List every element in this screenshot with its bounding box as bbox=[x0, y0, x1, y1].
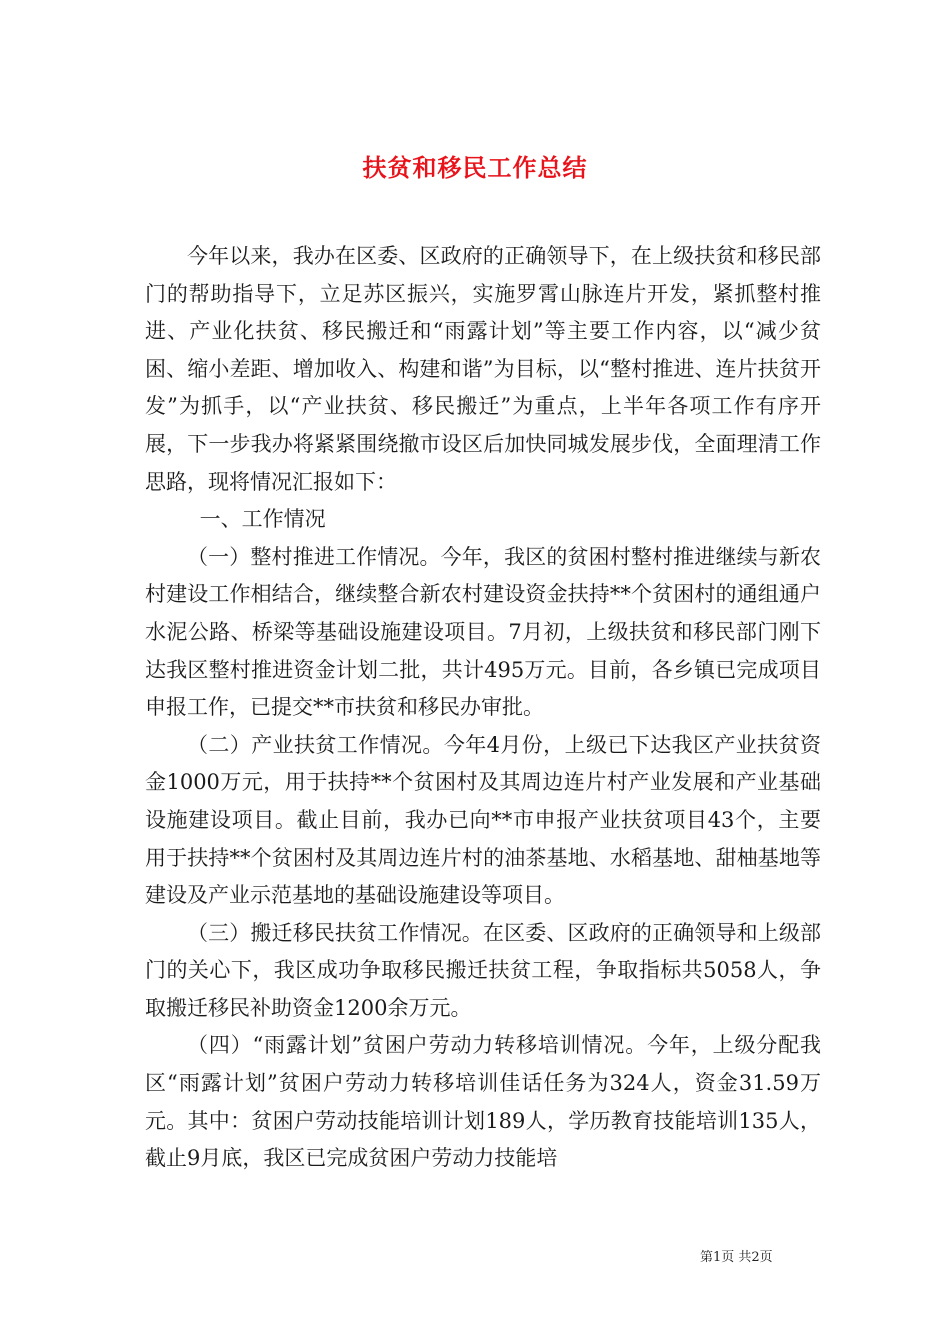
paragraph-relocation-poverty-relief: （三）搬迁移民扶贫工作情况。在区委、区政府的正确领导和上级部门的关心下，我区成功争取移民搬迁扶贫工程，争取指标共5058人，争取搬迁移民补助资金1200余万元。 bbox=[145, 920, 821, 1020]
page-indicator: 第1页 共2页 bbox=[700, 1250, 773, 1265]
paragraph-industry-poverty-relief: （二）产业扶贫工作情况。今年4月份，上级已下达我区产业扶贫资金1000万元，用于扶持**个贫困村及其周边连片村产业发展和产业基础设施建设项目。截止目前，我办已向**市申报产业扶贫项目43个，主要用于扶持**个贫困村及其周边连片村的油茶基地、水稻基地、甜柚基地等建设及产业示范基地的基础设施建设等项目。 bbox=[145, 732, 821, 908]
intro-paragraph: 今年以来，我办在区委、区政府的正确领导下，在上级扶贫和移民部门的帮助指导下，立足苏区振兴，实施罗霄山脉连片开发，紧抓整村推进、产业化扶贫、移民搬迁和“雨露计划”等主要工作内容，以“减少贫困、缩小差距、增加收入、构建和谐”为目标，以“整村推进、连片扶贫开发”为抓手，以“产业扶贫、移民搬迁”为重点，上半年各项工作有序开展，下一步我办将紧紧围绕撤市设区后加快同城发展步伐，全面理清工作思路，现将情况汇报如下： bbox=[145, 244, 821, 494]
document-title: 扶贫和移民工作总结 bbox=[362, 153, 588, 183]
section-heading-work-status: 一、工作情况 bbox=[199, 507, 326, 532]
paragraph-rain-dew-training: （四）“雨露计划”贫困户劳动力转移培训情况。今年，上级分配我区“雨露计划”贫困户劳动力转移培训佳话任务为324人，资金31.59万元。其中：贫困户劳动技能培训计划189人，学历教育技能培训135人，截止9月底，我区已完成贫困户劳动力技能培 bbox=[145, 1033, 821, 1171]
paragraph-village-advancement: （一）整村推进工作情况。今年，我区的贫困村整村推进继续与新农村建设工作相结合，继续整合新农村建设资金扶持**个贫困村的通组通户水泥公路、桥梁等基础设施建设项目。7月初，上级扶贫和移民部门刚下达我区整村推进资金计划二批，共计495万元。目前，各乡镇已完成项目申报工作，已提交**市扶贫和移民办审批。 bbox=[145, 544, 821, 720]
document-body bbox=[145, 238, 821, 1178]
